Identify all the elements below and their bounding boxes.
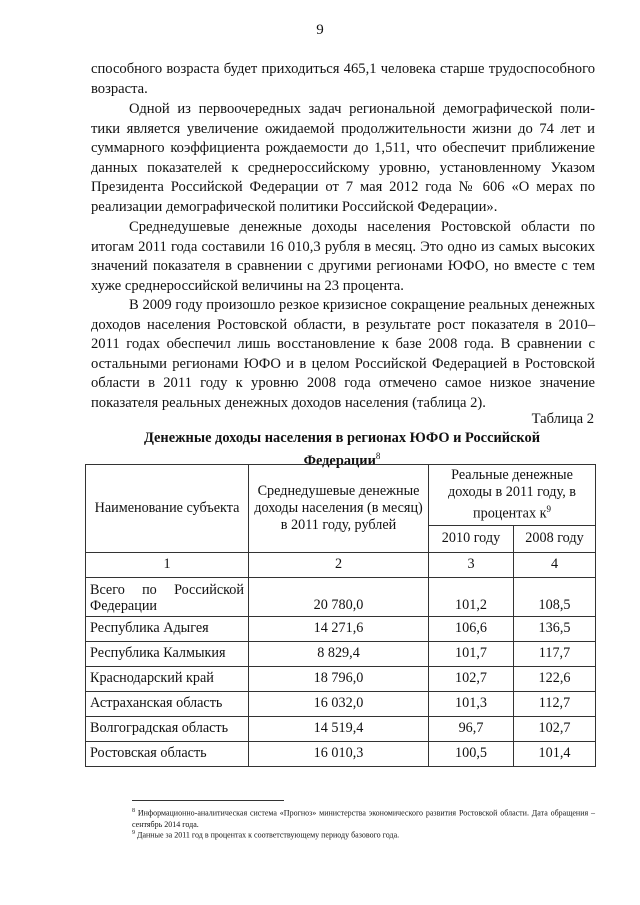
header-real-income — [429, 465, 596, 526]
table-row — [86, 691, 596, 716]
table-label: Таблица 2 — [531, 411, 594, 427]
row-2008: 108,5 — [514, 577, 596, 616]
row-2008: 122,6 — [514, 666, 596, 691]
table-row — [86, 716, 596, 741]
paragraph-2: Одной из первоочередных задач региональной демографической политики является увеличение ожидаемой продолжительности жизни до 74 лет и суммарного коэффициента рождаемости до 1,511, что обеспечит приближение данных показателей к среднероссийскому уровню, установленному Указом Президента Российской Федерации от 7 мая 2012 года № 606 «О мерах по реализации демографической политики Российской Федерации». — [91, 101, 595, 215]
column-number-row — [86, 552, 596, 577]
row-2008: 101,4 — [514, 741, 596, 766]
column-number: 3 — [429, 552, 514, 577]
paragraph-1: способного возраста будет приходиться 465,1 человека старше трудоспособного возраста. — [91, 61, 595, 97]
row-2010: 101,7 — [429, 641, 514, 666]
table-row — [86, 741, 596, 766]
row-name: Республика Калмыкия — [86, 641, 249, 666]
footnote-marker: 8 — [132, 808, 135, 814]
table-row — [86, 577, 596, 616]
row-name: Волгоградская область — [86, 716, 249, 741]
footnote-divider — [132, 800, 284, 801]
row-2010: 102,7 — [429, 666, 514, 691]
table-row — [86, 666, 596, 691]
row-income: 14 271,6 — [249, 616, 429, 641]
row-name: Астраханская область — [86, 691, 249, 716]
row-2008: 117,7 — [514, 641, 596, 666]
row-income: 16 032,0 — [249, 691, 429, 716]
table-title-text: Денежные доходы населения в регионах ЮФО и Российской Федерации — [143, 430, 541, 469]
header-real-income-text: Реальные денежные доходы в 2011 году, в процентах к — [448, 467, 576, 522]
column-number: 2 — [249, 552, 429, 577]
header-income: Среднедушевые денежные доходы населения (в месяц) в 2011 году, рублей — [249, 465, 429, 553]
row-2008: 112,7 — [514, 691, 596, 716]
footnote-text: Данные за 2011 год в процентах к соответствующему периоду базового года. — [137, 830, 400, 840]
row-income: 18 796,0 — [249, 666, 429, 691]
row-2008: 102,7 — [514, 716, 596, 741]
row-income: 20 780,0 — [249, 577, 429, 616]
row-name: Всего по Российской Федерации — [86, 577, 249, 616]
row-income: 8 829,4 — [249, 641, 429, 666]
header-2010: 2010 году — [429, 525, 514, 552]
row-2010: 96,7 — [429, 716, 514, 741]
header-footnote-marker: 9 — [546, 504, 551, 514]
row-2010: 101,2 — [429, 577, 514, 616]
column-number: 1 — [86, 552, 249, 577]
row-name: Республика Адыгея — [86, 616, 249, 641]
paragraph-4: В 2009 году произошло резкое кризисное сокращение реальных денежных доходов населения Ростовской области, в результате рост показателя в 2010–2011 годах обеспечил лишь восстановление к базе 2008 года. В сравнении с остальными регионами ЮФО и в целом Российской Федерацией в Ростовской области в 2011 году к уровню 2008 года отмечено самое низкое значение показателя реальных денежных доходов населения (таблица 2). — [91, 297, 595, 411]
column-number: 4 — [514, 552, 596, 577]
footnote-9 — [132, 828, 595, 841]
row-income: 14 519,4 — [249, 716, 429, 741]
table-row — [86, 641, 596, 666]
table-title-footnote-marker: 8 — [375, 451, 381, 461]
paragraph-3: Среднедушевые денежные доходы населения Ростовской области по итогам 2011 года составили 16 010,3 рубля в месяц. Это одно из самых высоких значений показателя в сравнении с другими регионами ЮФО, но вместе с тем хуже среднероссийской величины на 23 процента. — [91, 219, 595, 294]
header-2008: 2008 году — [514, 525, 596, 552]
header-subject: Наименование субъекта — [86, 465, 249, 553]
page-number: 9 — [316, 22, 324, 38]
row-name: Ростовская область — [86, 741, 249, 766]
row-2008: 136,5 — [514, 616, 596, 641]
row-2010: 106,6 — [429, 616, 514, 641]
row-income: 16 010,3 — [249, 741, 429, 766]
footnote-8 — [132, 806, 595, 830]
footnote-text: Информационно-аналитическая система «Прогноз» министерства экономического развития Ростовской области. Дата обращения – сентябрь 2014 года. — [132, 808, 596, 829]
row-2010: 101,3 — [429, 691, 514, 716]
row-name: Краснодарский край — [86, 666, 249, 691]
row-2010: 100,5 — [429, 741, 514, 766]
table-row — [86, 616, 596, 641]
income-table — [85, 464, 596, 767]
footnote-marker: 9 — [132, 830, 135, 836]
